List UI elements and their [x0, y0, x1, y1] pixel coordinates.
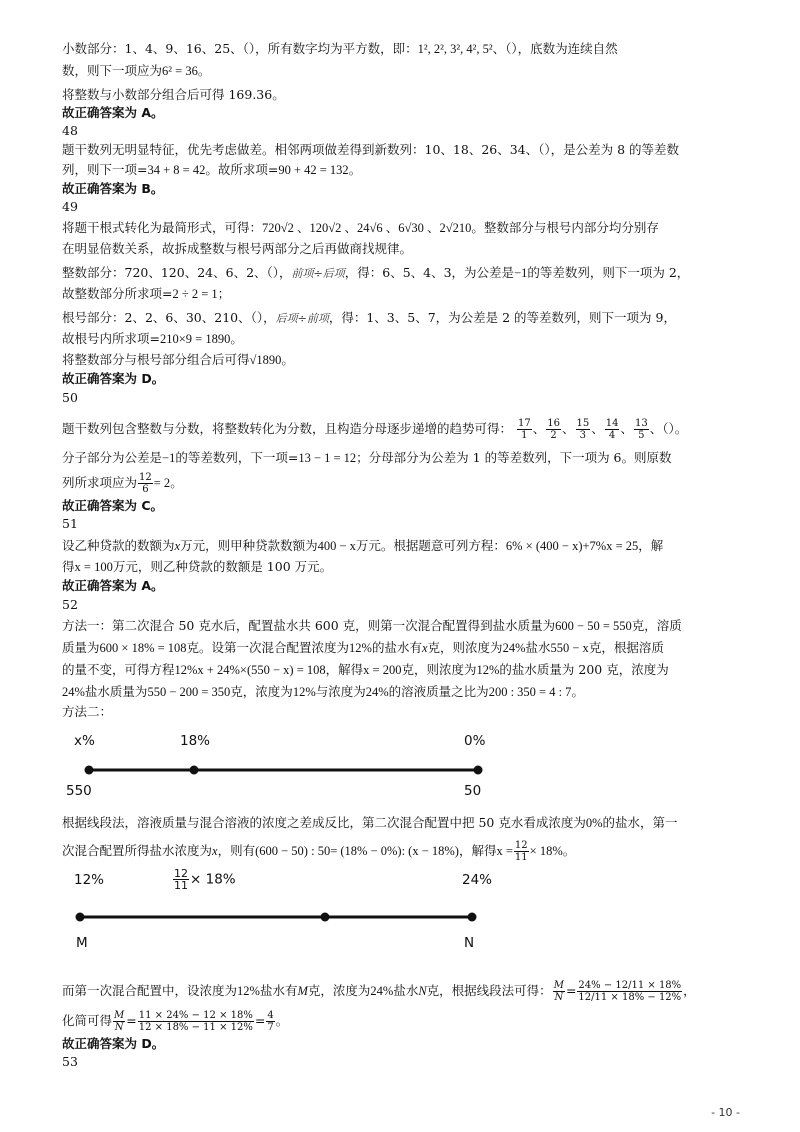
denominator: 12/11 × 18% − 12%: [578, 992, 682, 1003]
denominator: 1: [521, 430, 528, 441]
question-number-48: 48: [62, 123, 78, 138]
text: ，: [683, 983, 696, 998]
answer-51: 故正确答案为 A。: [62, 578, 164, 593]
answer-47: 故正确答案为 A。: [62, 105, 164, 120]
question-number-51: 51: [62, 516, 78, 531]
diagram-bottom-label: M: [76, 935, 88, 951]
fraction: [138, 1010, 254, 1033]
math: 550 − x: [550, 641, 589, 655]
handwritten-note: 前项÷后项: [291, 267, 345, 280]
math: x = 100: [74, 560, 113, 574]
fraction: [577, 980, 682, 1003]
math: 24%: [365, 685, 389, 699]
text: 。: [571, 684, 584, 699]
text: 方法一：第二次混合 50 克水后，配置盐水共 600 克，则第一次混合配置得到盐水质量为: [62, 618, 556, 633]
math: × 18%: [529, 844, 563, 858]
math: −1: [162, 451, 176, 465]
math: 6² = 36: [162, 64, 198, 78]
numerator: 4: [267, 1010, 274, 1021]
math: 550 − 200 = 350: [147, 685, 231, 699]
text: 数，则下一项应为: [62, 63, 163, 78]
denominator: 12 × 18% − 11 × 12%: [138, 1022, 253, 1033]
text: 。故所求项=: [205, 162, 279, 177]
denominator: N: [114, 1022, 124, 1033]
text: 分子部分为公差是: [62, 450, 163, 465]
page-number: - 10 -: [711, 1106, 740, 1119]
text: ，解: [638, 538, 664, 553]
math: 24%: [502, 641, 526, 655]
math: 12%: [349, 641, 372, 655]
text: 将题干根式转化为最简形式，可得：: [62, 220, 263, 235]
text: 。: [230, 331, 243, 346]
math: 400 − x: [317, 539, 356, 553]
text: ，解得: [458, 843, 497, 858]
math: 12%: [476, 663, 500, 677]
text: 的等差数列，下一项=: [175, 450, 299, 465]
segment-point: [76, 913, 85, 922]
numerator: M: [553, 980, 564, 991]
text: ，则有: [217, 843, 256, 858]
segment-point: [190, 766, 199, 775]
denominator: 4: [608, 430, 616, 441]
text: 题干数列包含整数与分数，将整数转化为分数，且构造分母逐步递增的趋势可得：: [62, 421, 513, 436]
diagram-line: [80, 760, 490, 780]
text-line: [62, 537, 663, 555]
text: 小数部分：1、4、9、16、25、（），所有数字均为平方数，即：: [62, 41, 418, 56]
fraction: [605, 418, 620, 441]
text: × 18%: [190, 871, 236, 888]
answer-49: 故正确答案为 D。: [62, 371, 165, 386]
numerator: 12: [139, 472, 152, 483]
text: 盐水: [393, 983, 419, 998]
diagram-line: [72, 907, 482, 927]
fraction: [634, 418, 649, 441]
question-number-53: 53: [62, 1054, 78, 1069]
text: 列所求项应为: [62, 475, 138, 490]
text: 克，则浓度为: [427, 640, 503, 655]
math: 34 + 8 = 42: [147, 163, 206, 177]
text-line: 在明显倍数关系，故拆成整数与根号两部分之后再做商找规律。: [62, 241, 413, 256]
text: 克，则浓度为: [401, 662, 477, 677]
fraction: [576, 418, 591, 441]
segment-point: [85, 766, 94, 775]
text: 将整数部分与根号部分组合后可得: [62, 352, 250, 367]
text: 化简可得: [62, 1013, 113, 1028]
text-line: [62, 40, 618, 58]
math: 200 : 350 = 4 : 7: [488, 685, 572, 699]
diagram-bottom-label: 50: [464, 783, 482, 799]
text: 整数部分：720、120、24、6、2、（），: [62, 265, 292, 280]
fraction: [514, 840, 529, 863]
numerator: 17: [518, 418, 531, 429]
text: 质量为: [62, 640, 100, 655]
text-line: [62, 309, 676, 328]
text-line: [62, 62, 210, 80]
text: 故根号内所求项=: [62, 331, 160, 346]
text: 克，根据线段法可得：: [426, 983, 552, 998]
fraction: [113, 1010, 125, 1033]
math: 12%x + 24%×(550 − x) = 108: [174, 663, 326, 677]
text: 。: [562, 843, 576, 858]
denominator: 11: [174, 879, 188, 892]
diagram-top-label: 0%: [464, 733, 486, 749]
text: 的盐水质量为 200 克，浓度为: [499, 662, 669, 677]
math: N: [418, 984, 427, 998]
text: 的溶液质量之比为: [388, 684, 489, 699]
math: 210×9 = 1890: [159, 332, 231, 346]
text: 万元，则乙种贷款的数额是 100 万元。: [112, 559, 333, 574]
numerator: M: [114, 1010, 125, 1021]
handwritten-note: 后项÷前项: [275, 312, 329, 325]
diagram-bottom-label: 550: [66, 783, 92, 799]
answer-50: 故正确答案为 C。: [62, 498, 164, 513]
diagram-top-label: x%: [74, 733, 95, 749]
text: 的量不变，可得方程: [62, 662, 175, 677]
fraction: [173, 868, 189, 891]
numerator: 13: [635, 418, 648, 429]
math: M: [297, 984, 308, 998]
math: 24%: [370, 984, 394, 998]
math: 12%: [237, 984, 260, 998]
text: 。: [281, 352, 294, 367]
math: x: [174, 539, 181, 553]
text-line: [62, 264, 689, 283]
text-line: [62, 472, 183, 495]
text: ；分母部分为公差为 1 的等差数列，下一项为 6。则原数: [356, 450, 672, 465]
text: 根号部分：2、2、6、30、210、（），: [62, 310, 276, 325]
denominator: 3: [579, 430, 587, 441]
text: ，解得: [325, 662, 364, 677]
text: 万元，则甲种贷款数额为: [180, 538, 318, 553]
text-line: 而第一次混合配置中，设浓度为12%盐水有M克，浓度为24%盐水N克，根据线段法可得： $\frac{M}{N}$ = $\frac{24\% - 12/11 \times 18\%}{12/11 \times 18\% - 12\%}$ ，: [62, 980, 696, 1003]
text: 克，浓度为: [230, 684, 293, 699]
text: ，得：1、3、5、7，为公差是 2 的等差数列，则下一项为 9，: [328, 310, 676, 325]
fraction: [553, 980, 565, 1003]
text-line: [62, 449, 672, 467]
text-line: [62, 814, 678, 832]
text: 。: [275, 1013, 289, 1028]
math: 12%: [292, 685, 316, 699]
fraction: [266, 1010, 274, 1033]
text-line: [62, 330, 243, 348]
math: 6% × (400 − x)+7%x = 25: [505, 539, 639, 553]
text: 而第一次混合配置中，设浓度为: [62, 983, 238, 998]
text: 盐水: [525, 640, 551, 655]
text: 得: [62, 559, 75, 574]
text: 。: [170, 475, 183, 490]
math: 0%: [585, 816, 603, 830]
text-line: [62, 617, 682, 635]
numerator: 16: [547, 418, 560, 429]
text: 列，则下一项=: [62, 162, 148, 177]
math: 90 + 42 = 132: [278, 163, 349, 177]
text-line: 方法二：: [62, 704, 113, 719]
math: x: [212, 844, 218, 858]
numerator: 15: [576, 418, 590, 429]
text: 克。设第一次混合配置浓度为: [186, 640, 350, 655]
math: 24%: [62, 685, 85, 699]
text: 克，根据溶质: [588, 640, 664, 655]
fraction: [517, 418, 532, 441]
text: 盐水有: [259, 983, 298, 998]
denominator: N: [554, 992, 564, 1003]
question-number-52: 52: [62, 597, 78, 612]
math: = 2: [153, 476, 171, 490]
numerator: 24% − 12/11 × 18%: [578, 980, 682, 991]
text: 盐水质量为: [84, 684, 148, 699]
text: ，得：6、5、4、3，为公差是: [344, 265, 515, 280]
text: 、（）。: [649, 421, 688, 436]
denominator: 2: [550, 430, 557, 441]
numerator: 11 × 24% − 12 × 18%: [138, 1010, 253, 1021]
answer-52: 故正确答案为 D。: [62, 1036, 165, 1051]
fraction: [546, 418, 561, 441]
math: 600 − 50 = 550: [555, 619, 632, 633]
denominator: 11: [514, 852, 528, 863]
text-line: [62, 285, 230, 303]
text: 。整数部分与根号内部分均分别存: [471, 220, 659, 235]
text: 根据线段法，溶液质量与混合溶液的浓度之差成反比，第二次混合配置中把 50 克水看成浓度为: [62, 815, 586, 830]
math: 13 − 1 = 12: [298, 451, 357, 465]
text: 设乙种贷款的数额为: [62, 538, 175, 553]
math: x = 200: [363, 663, 402, 677]
answer-48: 故正确答案为 B。: [62, 181, 164, 196]
denominator: 7: [267, 1022, 274, 1033]
text: 克，溶质: [631, 618, 682, 633]
text: ；: [217, 286, 231, 301]
text-line: 题干数列无明显特征，优先考虑做差。相邻两项做差得到新数列：10、18、26、34、（），是公差为 8 的等差数: [62, 142, 680, 157]
math: 1², 2², 3², 4², 5²: [417, 42, 493, 56]
diagram-top-label: 12%: [74, 872, 105, 888]
text: 克，浓度为: [307, 983, 371, 998]
numerator: 12: [174, 867, 188, 880]
math: x: [421, 641, 428, 655]
text-line: 将整数与小数部分组合后可得 169.36。: [62, 87, 285, 102]
text-line: 化简可得 $\frac{M}{N}$ = $\frac{11 \times 24\% - 12 \times 18\%}{12 \times 18\% - 11 \times 12\%}$ = $\frac{4}{7}$ 。: [62, 1010, 289, 1033]
diagram-bottom-label: N: [464, 935, 475, 951]
text: 次混合配置所得盐水浓度为: [62, 843, 213, 858]
text: 的盐水，第一: [602, 815, 678, 830]
math: −1: [514, 266, 528, 280]
text: 的等差数列，则下一项为 2，: [527, 265, 690, 280]
text-line: [62, 683, 584, 701]
text: 的盐水有: [371, 640, 422, 655]
question-number-50: 50: [62, 390, 78, 405]
text: 与浓度为: [315, 684, 366, 699]
fraction: [138, 472, 153, 495]
text: 。: [197, 63, 211, 78]
text-line: [62, 639, 664, 657]
math: 600 × 18% = 108: [99, 641, 187, 655]
segment-point: [474, 766, 483, 775]
math: 720√2 、120√2 、24√6 、6√30 、2√210: [262, 221, 472, 235]
math: x =: [496, 844, 513, 858]
math: 2 ÷ 2 = 1: [172, 287, 218, 301]
text: 。: [348, 162, 362, 177]
math: (600 − 50) : 50= (18% − 0%): (x − 18%): [255, 844, 459, 858]
text-line: [62, 840, 575, 863]
segment-point: [468, 913, 477, 922]
diagram-top-label: 24%: [462, 872, 493, 888]
text-line: [62, 661, 669, 679]
text: 、（），底数为连续自然: [492, 41, 618, 56]
segment-point: [321, 913, 330, 922]
text-line: [62, 219, 659, 237]
question-number-49: 49: [62, 199, 78, 214]
math: √1890: [249, 353, 282, 367]
text-line: [62, 351, 294, 369]
text-line: [62, 161, 361, 179]
diagram-top-label: [172, 868, 236, 891]
text: 万元。根据题意可列方程：: [355, 538, 506, 553]
denominator: 5: [638, 430, 645, 441]
text-line: [62, 558, 332, 576]
denominator: 6: [142, 484, 149, 495]
diagram-top-label: 18%: [180, 733, 211, 749]
text-line: 题干数列包含整数与分数，将整数转化为分数，且构造分母逐步递增的趋势可得： $\frac{17}{1}$ 、 $\frac{16}{2}$ 、 $\frac{15}{3}$ 、 $\frac{14}{4}$ 、 $\frac{13}{5}$ 、（）。: [62, 418, 688, 441]
text: 故整数部分所求项=: [62, 286, 173, 301]
numerator: 12: [514, 840, 528, 851]
numerator: 14: [605, 418, 619, 429]
